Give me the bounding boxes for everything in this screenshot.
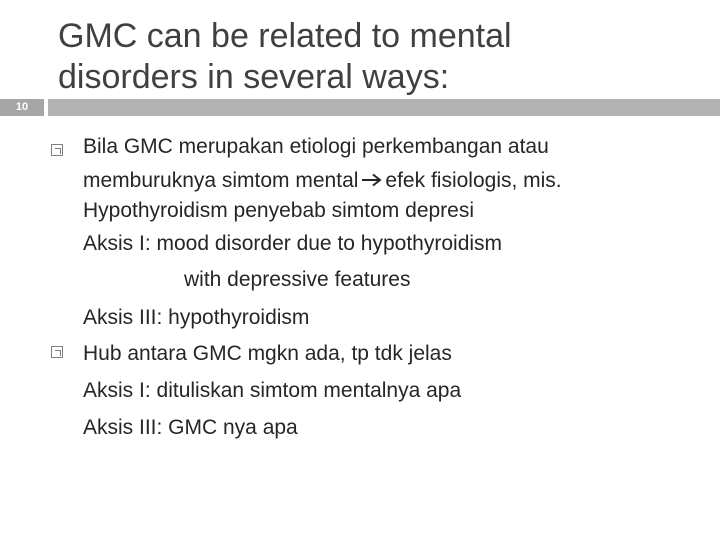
title-divider-bar: [48, 99, 720, 116]
square-bullet-icon: [51, 346, 63, 358]
body-line: [83, 168, 562, 194]
page-number: 10: [0, 99, 44, 116]
body-line: Bila GMC merupakan etiologi perkembangan atau: [83, 135, 549, 158]
body-line: Aksis I: dituliskan simtom mentalnya apa: [83, 379, 462, 402]
body-line: Aksis III: GMC nya apa: [83, 416, 298, 439]
body-line: Aksis III: hypothyroidism: [83, 306, 310, 329]
body-line: Hub antara GMC mgkn ada, tp tdk jelas: [83, 342, 452, 365]
title-line-1: GMC can be related to mental: [58, 17, 512, 55]
title-line-2: disorders in several ways:: [58, 57, 450, 96]
right-arrow-icon: [361, 168, 383, 194]
body-line: Aksis I: mood disorder due to hypothyroidism: [83, 232, 503, 255]
body-line-text: memburuknya simtom mental: [83, 169, 359, 192]
body-line: with depressive features: [184, 268, 411, 291]
square-bullet-icon: [51, 144, 63, 156]
slide-title: [58, 16, 698, 98]
body-line-text: efek fisiologis, mis.: [385, 169, 562, 192]
body-line: Hypothyroidism penyebab simtom depresi: [83, 199, 475, 222]
